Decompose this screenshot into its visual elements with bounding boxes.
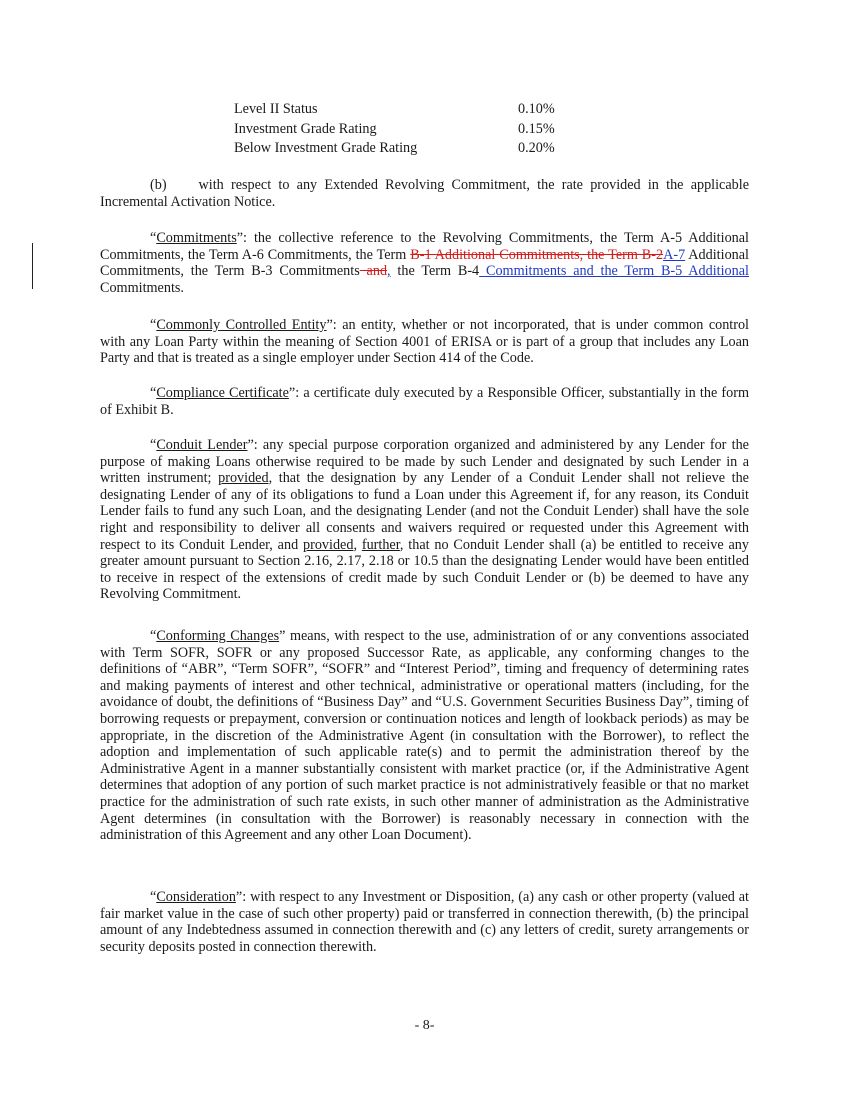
definition-text: Commitments. xyxy=(100,279,184,296)
provided-term: provided xyxy=(218,470,269,487)
rate-row xyxy=(234,100,574,120)
defined-term: Commitments xyxy=(156,230,237,246)
clause-b-paragraph xyxy=(100,177,749,210)
further-term: further xyxy=(361,536,400,553)
definition-text: ”: with respect to any Investment or Disposition, (a) any cash or other property (valued at fair market value in the case of such other property) paid or transferred in connection therewith, (b) the principal amount of any Indebtedness assumed in connection therewith and (c) any letters of credit, surety arrangements or security deposits posted in connection therewith. xyxy=(100,889,749,955)
defined-term: Consideration xyxy=(156,889,236,905)
conduit-lender-definition: “Conduit Lender”: any special purpose corporation organized and administered by any Lender for the purpose of making Loans otherwise required to be made by such Lender and designated by such Lender in a written instrument; provided, that the designation by any Lender of a Conduit Lender shall not relieve the designating Lender of any of its obligations to fund a Loan under this Agreement if, for any reason, its Conduit Lender fails to fund any such Loan, and the designating Lender (and not the Conduit Lender) shall have the sole right and responsibility to deliver all consents and waivers required or requested under this Agreement with respect to its Conduit Lender, and provided, further, that no Conduit Lender shall (a) be entitled to receive any greater amount pursuant to Section 2.16, 2.17, 2.18 or 10.5 than the designating Lender would have been entitled to receive in respect of the extensions of credit made by such Conduit Lender or (b) be deemed to have any Revolving Commitment. xyxy=(100,437,749,603)
rate-row xyxy=(234,139,574,159)
page-number: - 8- xyxy=(414,1018,435,1033)
change-bar xyxy=(32,243,33,289)
definition-text: Additional Commitments, the Term B-3 Commitments xyxy=(100,246,749,280)
rate-label: Level II Status xyxy=(234,101,318,117)
definition-text: ”: an entity, whether or not incorporated, that is under common control with any Loan Party within the meaning of Section 4001 of ERISA or is part of a group that includes any Loan Party and that is treated as a single employer under Section 414 of the Code. xyxy=(100,317,750,367)
rate-label: Investment Grade Rating xyxy=(234,120,377,137)
definition-text: ”: any special purpose corporation organized and administered by any Lender for the purpose of making Loans otherwise required to be made by such Lender and designated by such Lender in a written instrument; xyxy=(100,437,749,487)
deleted-text: B-1 Additional Commitments, the Term B-2 xyxy=(410,246,664,263)
definition-text: the Term B-4 xyxy=(390,263,480,280)
rate-value: 0.20% xyxy=(518,140,555,156)
definition-text: , that no Conduit Lender shall (a) be entitled to receive any greater amount pursuant to Section 2.16, 2.17, 2.18 or 10.5 than the designating Lender would have been entitled to receive in respect of the extensions of credit made by such Conduit Lender or (b) be deemed to have any Revolving Commitment. xyxy=(100,536,749,603)
defined-term: Commonly Controlled Entity xyxy=(156,317,327,333)
definition-text: ”: a certificate duly executed by a Responsible Officer, substantially in the form of Exhibit B. xyxy=(100,385,749,418)
provided-term: provided xyxy=(303,536,354,553)
definition-text: ”: the collective reference to the Revolving Commitments, the Term A-5 Additional Commitments, the Term A-6 Commitments, the Term xyxy=(100,230,749,263)
definition-text: ” means, with respect to the use, administration of or any conventions associated with Term SOFR, SOFR or any proposed Successor Rate, as applicable, any conforming changes to the definitions of “ABR”, “Term SOFR”, “SOFR” and “Interest Period”, timing and frequency of determining rates and making payments of interest and other technical, administrative or operational matters (including, for the avoidance of doubt, the definitions of “Business Day” and “U.S. Government Securities Business Day”, timing of borrowing requests or prepayment, conversion or continuation notices and length of lookback periods) as may be appropriate, in the discretion of the Administrative Agent (in consultation with the Borrower), to reflect the adoption and implementation of such applicable rate(s) and to permit the administration thereof by the Administrative Agent in a manner substantially consistent with market practice (or, if the Administrative Agent determines that adoption of any portion of such market practice is not administratively feasible or that no market practice for the administration of such rate exists, in such other manner of administration as the Administrative Agent determines (in consultation with the Borrower) is reasonably necessary in connection with the administration of this Agreement and any other Loan Document). xyxy=(100,628,749,844)
rate-label: Below Investment Grade Rating xyxy=(234,140,418,156)
conforming-changes-definition: “Conforming Changes” means, with respect to the use, administration of or any conventions associated with Term SOFR, SOFR or any proposed Successor Rate, as applicable, any conforming changes to the definitions of “ABR”, “Term SOFR”, “SOFR” and “Interest Period”, timing and frequency of determining rates and making payments of interest and other technical, administrative or operational matters (including, for the avoidance of doubt, the definitions of “Business Day” and “U.S. Government Securities Business Day”, timing of borrowing requests or prepayment, conversion or continuation notices and length of lookback periods) as may be appropriate, in the discretion of the Administrative Agent (in consultation with the Borrower), to reflect the adoption and implementation of such applicable rate(s) and to permit the administration thereof by the Administrative Agent in a manner substantially consistent with market practice (or, if the Administrative Agent determines that adoption of any portion of such market practice is not administratively feasible or that no market practice for the administration of such rate exists, in such other manner of administration as the Administrative Agent determines (in consultation with the Borrower) is reasonably necessary in connection with the administration of this Agreement and any other Loan Document). xyxy=(100,628,749,844)
defined-term: Compliance Certificate xyxy=(156,385,289,401)
rate-table xyxy=(234,100,574,159)
inserted-text: Commitments and the Term B-5 Additional xyxy=(479,263,749,280)
defined-term: Conduit Lender xyxy=(156,437,248,453)
rate-value: 0.10% xyxy=(518,101,555,117)
commitments-definition: “Commitments”: the collective reference to the Revolving Commitments, the Term A-5 Additional Commitments, the Term A-6 Commitments, the Term B-1 Additional Commitments, the Term B-2A-7 Additional Commitments, the Term B-3 Commitments and, the Term B-4 Commitments and the Term B-5 Additional Commitments. xyxy=(100,230,749,296)
clause-marker: (b) xyxy=(150,177,167,193)
commonly-controlled-entity-definition: “Commonly Controlled Entity”: an entity, whether or not incorporated, that is under common control with any Loan Party within the meaning of Section 4001 of ERISA or is part of a group that includes any Loan Party and that is treated as a single employer under Section 414 of the Code. xyxy=(100,317,750,367)
definition-text: , xyxy=(353,536,362,553)
clause-text: with respect to any Extended Revolving Commitment, the rate provided in the applicable Incremental Activation Notice. xyxy=(100,177,749,210)
defined-term: Conforming Changes xyxy=(156,628,280,644)
rate-value: 0.15% xyxy=(518,120,555,137)
rate-row xyxy=(234,120,574,140)
compliance-certificate-definition: “Compliance Certificate”: a certificate duly executed by a Responsible Officer, substantially in the form of Exhibit B. xyxy=(100,385,749,418)
inserted-text: A-7 xyxy=(663,246,686,263)
deleted-text: and xyxy=(359,263,388,280)
inserted-text: , xyxy=(387,263,391,280)
definition-text: , that the designation by any Lender of a Conduit Lender shall not relieve the designating Lender of any of its obligations to fund a Loan under this Agreement if, for any reason, its Conduit Lender fails to fund any such Loan, and the designating Lender (and not the Conduit Lender) shall have the sole right and responsibility to deliver all consents and waivers required or requested under this Agreement with respect to its Conduit Lender, and xyxy=(100,470,749,553)
consideration-definition: “Consideration”: with respect to any Investment or Disposition, (a) any cash or other property (valued at fair market value in the case of such other property) paid or transferred in connection therewith, (b) the principal amount of any Indebtedness assumed in connection therewith and (c) any letters of credit, surety arrangements or security deposits posted in connection therewith. xyxy=(100,889,749,955)
